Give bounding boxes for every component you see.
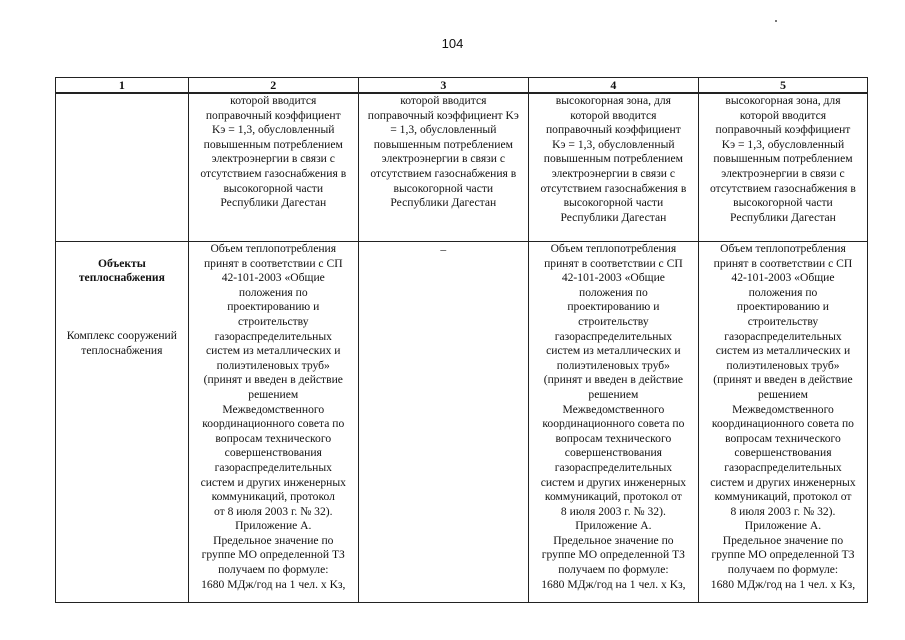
cell-col3 <box>358 242 528 603</box>
object-subtitle: Комплекс сооружений теплоснабжения <box>66 328 177 357</box>
cell-col2: которой вводится поправочный коэффициент Kэ = 1,3, обусловленный повышенным потреблением электроэнергии в связи с отсутствием газоснабжения в высокогорной части Республики Дагестан <box>188 93 358 242</box>
scan-speck <box>775 20 777 22</box>
cell-col5: высокогорная зона, для которой вводится поправочный коэффициент Kэ = 1,3, обусловленный повышенным потреблением электроэнергии в связи с отсутствием газоснабжения в высокогорной части Республики Дагестан <box>698 93 867 242</box>
column-header-4: 4 <box>528 78 698 94</box>
empty-dash: – <box>440 243 447 256</box>
cell-col2: Объем теплопотребления принят в соответствии с СП 42-101-2003 «Общие положения по проектированию и строительству газораспределительных систем из металлических и полиэтиленовых труб» (принят и введен в действие решением Межведомственного координационного совета по вопросам технического совершенствования газораспределительных систем и других инженерных коммуникаций, протокол от 8 июля 2003 г. № 32). Приложение А. Предельное значение по группе МО определенной ТЗ получаем по формуле: 1680 МДж/год на 1 чел. х Kз, <box>188 242 358 603</box>
column-header-3: 3 <box>358 78 528 94</box>
page-number: 104 <box>441 36 464 51</box>
cell-col4: Объем теплопотребления принят в соответствии с СП 42-101-2003 «Общие положения по проектированию и строительству газораспределительных систем из металлических и полиэтиленовых труб» (принят и введен в действие решением Межведомственного координационного совета по вопросам технического совершенствования газораспределительных систем и других инженерных коммуникаций, протокол от 8 июля 2003 г. № 32). Приложение А. Предельное значение по группе МО определенной ТЗ получаем по формуле: 1680 МДж/год на 1 чел. х Kз, <box>528 242 698 603</box>
column-header-2: 2 <box>188 78 358 94</box>
object-title: Объекты теплоснабжения <box>78 256 165 285</box>
row-object-cell <box>56 242 189 603</box>
cell-col4: высокогорная зона, для которой вводится поправочный коэффициент Kэ = 1,3, обусловленный повышенным потреблением электроэнергии в связи с отсутствием газоснабжения в высокогорной части Республики Дагестан <box>528 93 698 242</box>
cell-col5: Объем теплопотребления принят в соответствии с СП 42-101-2003 «Общие положения по проектированию и строительству газораспределительных систем из металлических и полиэтиленовых труб» (принят и введен в действие решением Межведомственного координационного совета по вопросам технического совершенствования газораспределительных систем и других инженерных коммуникаций, протокол от 8 июля 2003 г. № 32). Приложение А. Предельное значение по группе МО определенной ТЗ получаем по формуле: 1680 МДж/год на 1 чел. х Kз, <box>698 242 867 603</box>
column-header-1: 1 <box>56 78 189 94</box>
table-row <box>56 93 868 242</box>
row-object-cell <box>56 93 189 242</box>
table-header-row <box>56 78 868 94</box>
requirements-table <box>55 77 868 603</box>
table-row <box>56 242 868 603</box>
cell-col3: которой вводится поправочный коэффициент Kэ = 1,3, обусловленный повышенным потреблением электроэнергии в связи с отсутствием газоснабжения в высокогорной части Республики Дагестан <box>358 93 528 242</box>
object-gap <box>59 300 185 314</box>
column-header-5: 5 <box>698 78 867 94</box>
